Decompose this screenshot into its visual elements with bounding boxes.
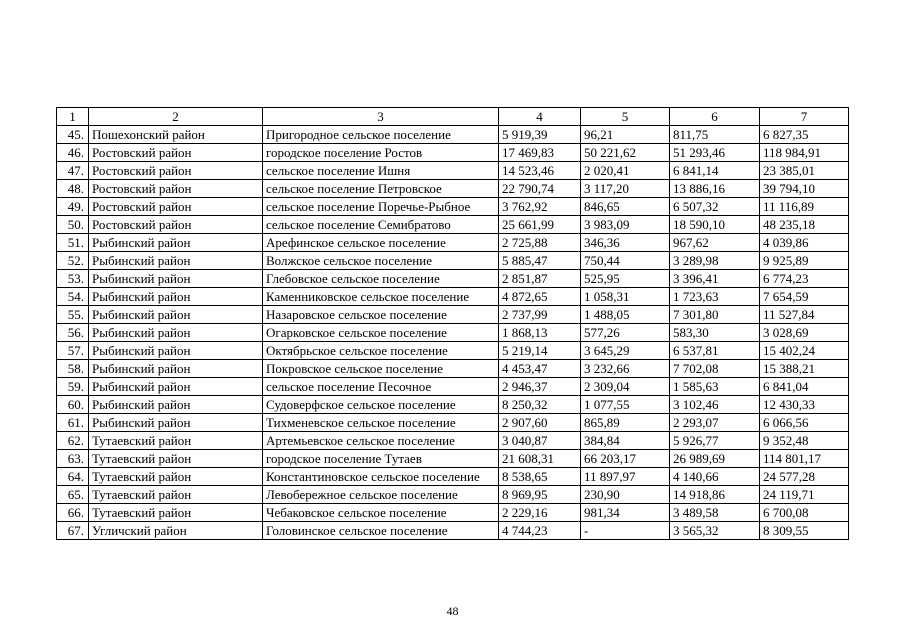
value-cell: -	[581, 522, 670, 540]
district-cell: Тутаевский район	[89, 504, 263, 522]
value-cell: 4 140,66	[670, 468, 760, 486]
value-cell: 525,95	[581, 270, 670, 288]
value-cell: 8 309,55	[760, 522, 849, 540]
district-cell: Рыбинский район	[89, 306, 263, 324]
table-row	[57, 432, 849, 450]
district-cell: Рыбинский район	[89, 288, 263, 306]
table-row	[57, 288, 849, 306]
table-header-row	[57, 108, 849, 126]
value-cell: 14 523,46	[499, 162, 581, 180]
header-cell: 7	[760, 108, 849, 126]
settlement-cell: Константиновское сельское поселение	[263, 468, 499, 486]
district-cell: Рыбинский район	[89, 324, 263, 342]
value-cell: 2 946,37	[499, 378, 581, 396]
value-cell: 24 119,71	[760, 486, 849, 504]
settlement-cell: Арефинское сельское поселение	[263, 234, 499, 252]
row-number-cell: 46.	[57, 144, 89, 162]
settlement-cell: Чебаковское сельское поселение	[263, 504, 499, 522]
value-cell: 6 066,56	[760, 414, 849, 432]
table-row	[57, 324, 849, 342]
row-number-cell: 60.	[57, 396, 89, 414]
value-cell: 346,36	[581, 234, 670, 252]
table-row	[57, 162, 849, 180]
value-cell: 3 762,92	[499, 198, 581, 216]
header-cell: 2	[89, 108, 263, 126]
row-number-cell: 51.	[57, 234, 89, 252]
row-number-cell: 62.	[57, 432, 89, 450]
settlement-cell: Артемьевское сельское поселение	[263, 432, 499, 450]
table-row	[57, 342, 849, 360]
district-cell: Ростовский район	[89, 180, 263, 198]
value-cell: 8 969,95	[499, 486, 581, 504]
district-cell: Тутаевский район	[89, 468, 263, 486]
value-cell: 7 654,59	[760, 288, 849, 306]
value-cell: 2 020,41	[581, 162, 670, 180]
value-cell: 118 984,91	[760, 144, 849, 162]
value-cell: 3 040,87	[499, 432, 581, 450]
value-cell: 13 886,16	[670, 180, 760, 198]
table-row	[57, 216, 849, 234]
table-row	[57, 180, 849, 198]
value-cell: 4 039,86	[760, 234, 849, 252]
row-number-cell: 47.	[57, 162, 89, 180]
settlement-cell: сельское поселение Поречье-Рыбное	[263, 198, 499, 216]
value-cell: 15 402,24	[760, 342, 849, 360]
value-cell: 2 907,60	[499, 414, 581, 432]
value-cell: 7 301,80	[670, 306, 760, 324]
table-row	[57, 414, 849, 432]
value-cell: 6 507,32	[670, 198, 760, 216]
header-cell: 4	[499, 108, 581, 126]
district-cell: Рыбинский район	[89, 234, 263, 252]
value-cell: 6 537,81	[670, 342, 760, 360]
value-cell: 9 352,48	[760, 432, 849, 450]
value-cell: 22 790,74	[499, 180, 581, 198]
value-cell: 5 926,77	[670, 432, 760, 450]
district-cell: Рыбинский район	[89, 270, 263, 288]
district-cell: Ростовский район	[89, 198, 263, 216]
settlement-cell: Волжское сельское поселение	[263, 252, 499, 270]
district-cell: Ростовский район	[89, 144, 263, 162]
value-cell: 2 725,88	[499, 234, 581, 252]
district-cell: Угличский район	[89, 522, 263, 540]
value-cell: 114 801,17	[760, 450, 849, 468]
table-row	[57, 306, 849, 324]
value-cell: 48 235,18	[760, 216, 849, 234]
district-cell: Тутаевский район	[89, 432, 263, 450]
settlement-cell: сельское поселение Семибратово	[263, 216, 499, 234]
value-cell: 2 851,87	[499, 270, 581, 288]
settlement-cell: Покровское сельское поселение	[263, 360, 499, 378]
row-number-cell: 61.	[57, 414, 89, 432]
value-cell: 4 453,47	[499, 360, 581, 378]
value-cell: 96,21	[581, 126, 670, 144]
value-cell: 66 203,17	[581, 450, 670, 468]
table-row	[57, 504, 849, 522]
settlement-cell: Каменниковское сельское поселение	[263, 288, 499, 306]
value-cell: 811,75	[670, 126, 760, 144]
value-cell: 14 918,86	[670, 486, 760, 504]
district-cell: Ростовский район	[89, 216, 263, 234]
value-cell: 3 289,98	[670, 252, 760, 270]
row-number-cell: 49.	[57, 198, 89, 216]
settlement-cell: Левобережное сельское поселение	[263, 486, 499, 504]
row-number-cell: 54.	[57, 288, 89, 306]
value-cell: 1 868,13	[499, 324, 581, 342]
value-cell: 15 388,21	[760, 360, 849, 378]
settlement-cell: городское поселение Ростов	[263, 144, 499, 162]
settlement-cell: городское поселение Тутаев	[263, 450, 499, 468]
value-cell: 3 102,46	[670, 396, 760, 414]
value-cell: 18 590,10	[670, 216, 760, 234]
district-cell: Ростовский район	[89, 162, 263, 180]
table-row	[57, 378, 849, 396]
value-cell: 9 925,89	[760, 252, 849, 270]
row-number-cell: 59.	[57, 378, 89, 396]
value-cell: 5 219,14	[499, 342, 581, 360]
settlement-cell: сельское поселение Песочное	[263, 378, 499, 396]
value-cell: 21 608,31	[499, 450, 581, 468]
value-cell: 2 737,99	[499, 306, 581, 324]
value-cell: 230,90	[581, 486, 670, 504]
value-cell: 3 028,69	[760, 324, 849, 342]
row-number-cell: 58.	[57, 360, 89, 378]
header-cell: 3	[263, 108, 499, 126]
district-cell: Рыбинский район	[89, 360, 263, 378]
row-number-cell: 67.	[57, 522, 89, 540]
settlement-cell: сельское поселение Петровское	[263, 180, 499, 198]
value-cell: 4 744,23	[499, 522, 581, 540]
value-cell: 750,44	[581, 252, 670, 270]
value-cell: 6 841,04	[760, 378, 849, 396]
value-cell: 3 117,20	[581, 180, 670, 198]
value-cell: 4 872,65	[499, 288, 581, 306]
value-cell: 25 661,99	[499, 216, 581, 234]
data-table	[56, 107, 849, 540]
value-cell: 23 385,01	[760, 162, 849, 180]
value-cell: 50 221,62	[581, 144, 670, 162]
table-row	[57, 198, 849, 216]
value-cell: 11 527,84	[760, 306, 849, 324]
value-cell: 39 794,10	[760, 180, 849, 198]
value-cell: 981,34	[581, 504, 670, 522]
row-number-cell: 66.	[57, 504, 89, 522]
value-cell: 11 897,97	[581, 468, 670, 486]
table-row	[57, 144, 849, 162]
value-cell: 11 116,89	[760, 198, 849, 216]
value-cell: 26 989,69	[670, 450, 760, 468]
value-cell: 865,89	[581, 414, 670, 432]
value-cell: 1 585,63	[670, 378, 760, 396]
table-row	[57, 396, 849, 414]
value-cell: 51 293,46	[670, 144, 760, 162]
value-cell: 3 232,66	[581, 360, 670, 378]
value-cell: 3 645,29	[581, 342, 670, 360]
value-cell: 1 058,31	[581, 288, 670, 306]
value-cell: 6 827,35	[760, 126, 849, 144]
value-cell: 583,30	[670, 324, 760, 342]
page-number: 48	[446, 604, 459, 618]
district-cell: Рыбинский район	[89, 342, 263, 360]
value-cell: 5 919,39	[499, 126, 581, 144]
value-cell: 3 489,58	[670, 504, 760, 522]
table-row	[57, 252, 849, 270]
settlement-cell: Тихменевское сельское поселение	[263, 414, 499, 432]
value-cell: 846,65	[581, 198, 670, 216]
settlement-cell: Пригородное сельское поселение	[263, 126, 499, 144]
value-cell: 577,26	[581, 324, 670, 342]
value-cell: 6 841,14	[670, 162, 760, 180]
value-cell: 1 488,05	[581, 306, 670, 324]
settlement-cell: Головинское сельское поселение	[263, 522, 499, 540]
row-number-cell: 50.	[57, 216, 89, 234]
table-body	[57, 126, 849, 540]
table-row	[57, 126, 849, 144]
value-cell: 17 469,83	[499, 144, 581, 162]
value-cell: 6 774,23	[760, 270, 849, 288]
row-number-cell: 55.	[57, 306, 89, 324]
table-row	[57, 360, 849, 378]
settlement-cell: Октябрьское сельское поселение	[263, 342, 499, 360]
value-cell: 2 229,16	[499, 504, 581, 522]
value-cell: 384,84	[581, 432, 670, 450]
table-row	[57, 234, 849, 252]
table-row	[57, 270, 849, 288]
settlement-cell: Глебовское сельское поселение	[263, 270, 499, 288]
header-cell: 5	[581, 108, 670, 126]
value-cell: 24 577,28	[760, 468, 849, 486]
district-cell: Рыбинский район	[89, 414, 263, 432]
table-row	[57, 522, 849, 540]
value-cell: 2 309,04	[581, 378, 670, 396]
district-cell: Рыбинский район	[89, 378, 263, 396]
table-row	[57, 486, 849, 504]
value-cell: 967,62	[670, 234, 760, 252]
header-cell: 1	[57, 108, 89, 126]
row-number-cell: 64.	[57, 468, 89, 486]
settlement-cell: сельское поселение Ишня	[263, 162, 499, 180]
value-cell: 1 723,63	[670, 288, 760, 306]
value-cell: 3 983,09	[581, 216, 670, 234]
row-number-cell: 52.	[57, 252, 89, 270]
district-cell: Тутаевский район	[89, 486, 263, 504]
row-number-cell: 53.	[57, 270, 89, 288]
value-cell: 5 885,47	[499, 252, 581, 270]
value-cell: 1 077,55	[581, 396, 670, 414]
row-number-cell: 65.	[57, 486, 89, 504]
table-row	[57, 468, 849, 486]
header-cell: 6	[670, 108, 760, 126]
value-cell: 8 250,32	[499, 396, 581, 414]
value-cell: 7 702,08	[670, 360, 760, 378]
row-number-cell: 48.	[57, 180, 89, 198]
value-cell: 3 396,41	[670, 270, 760, 288]
value-cell: 3 565,32	[670, 522, 760, 540]
settlement-cell: Назаровское сельское поселение	[263, 306, 499, 324]
row-number-cell: 57.	[57, 342, 89, 360]
value-cell: 6 700,08	[760, 504, 849, 522]
value-cell: 8 538,65	[499, 468, 581, 486]
settlement-cell: Огарковское сельское поселение	[263, 324, 499, 342]
district-cell: Тутаевский район	[89, 450, 263, 468]
row-number-cell: 56.	[57, 324, 89, 342]
value-cell: 12 430,33	[760, 396, 849, 414]
value-cell: 2 293,07	[670, 414, 760, 432]
settlement-cell: Судоверфское сельское поселение	[263, 396, 499, 414]
table-row	[57, 450, 849, 468]
row-number-cell: 45.	[57, 126, 89, 144]
district-cell: Пошехонский район	[89, 126, 263, 144]
district-cell: Рыбинский район	[89, 252, 263, 270]
row-number-cell: 63.	[57, 450, 89, 468]
district-cell: Рыбинский район	[89, 396, 263, 414]
